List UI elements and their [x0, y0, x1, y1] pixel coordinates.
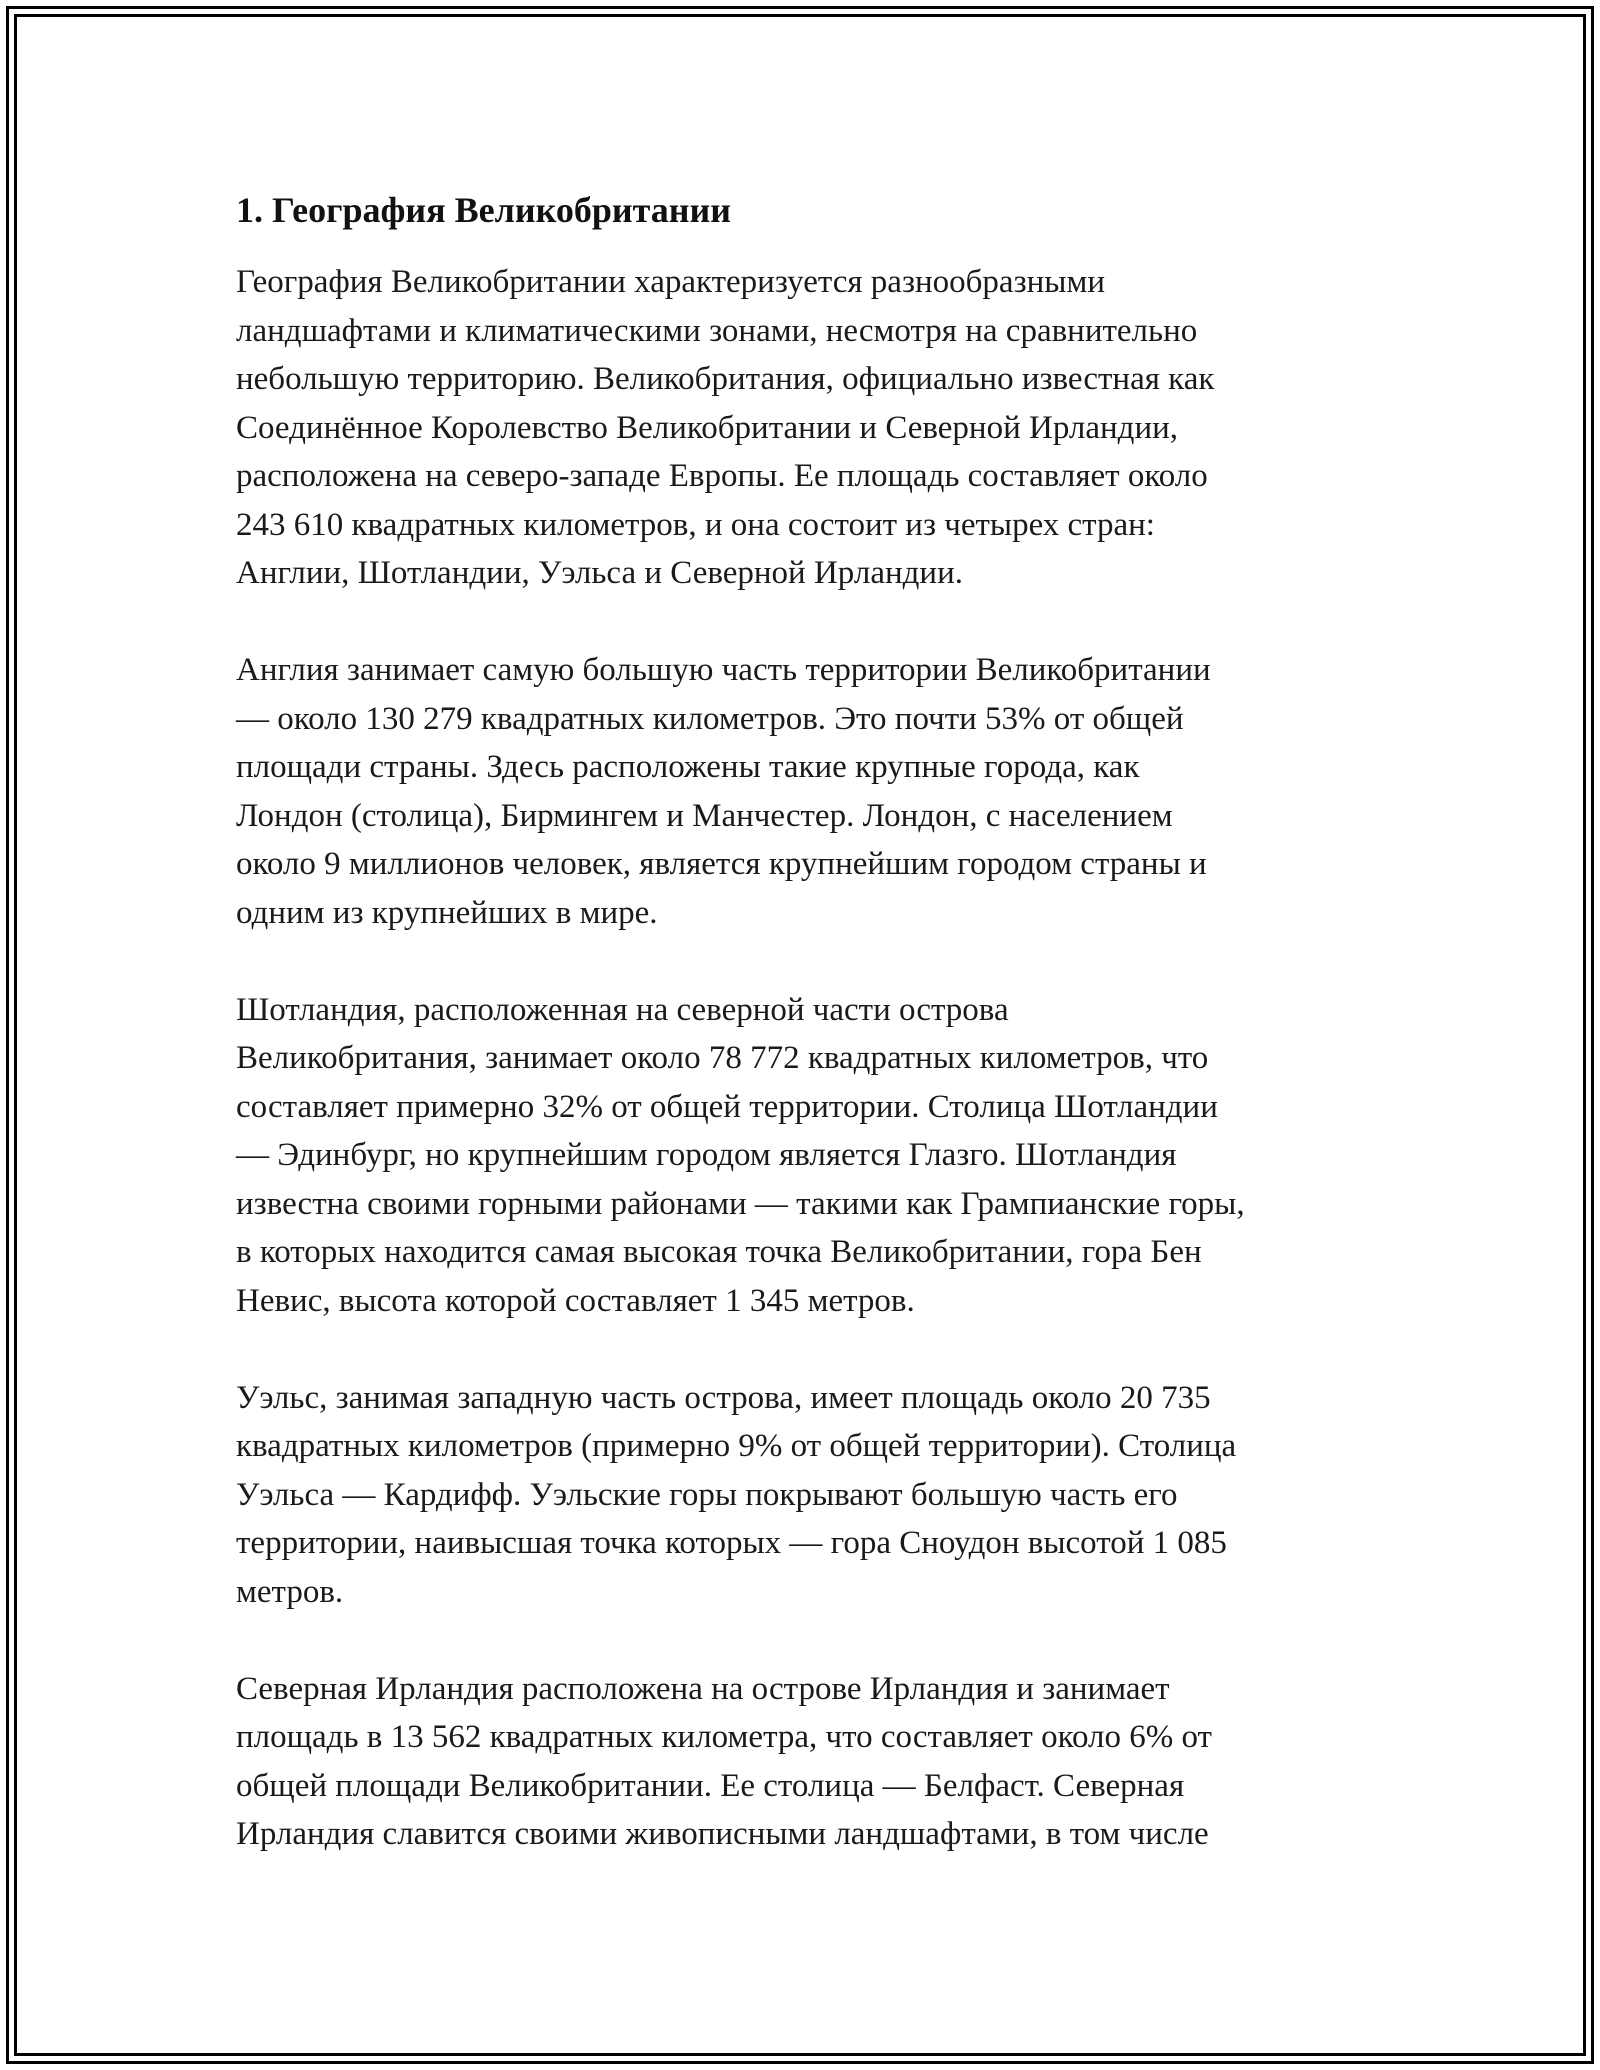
paragraph-line: площадь в 13 562 квадратных километра, что составляет около 6% от: [236, 1719, 1212, 1755]
paragraph-line: Англии, Шотландии, Уэльса и Северной Ирландии.: [236, 555, 963, 591]
paragraph-line: около 9 миллионов человек, является крупнейшим городом страны и: [236, 846, 1207, 882]
paragraph-line: — около 130 279 квадратных километров. Это почти 53% от общей: [236, 700, 1184, 737]
paragraph-line: Соединённое Королевство Великобритании и Северной Ирландии,: [236, 409, 1179, 446]
paragraph-line: ландшафтами и климатическими зонами, несмотря на сравнительно: [236, 312, 1198, 349]
paragraph: [236, 1374, 1366, 1617]
paragraph-line: Уэльс, занимая западную часть острова, имеет площадь около 20 735: [236, 1379, 1211, 1416]
paragraph-line: известна своими горными районами — такими как Грампианские горы,: [236, 1185, 1245, 1222]
paragraph-line: География Великобритании характеризуется разнообразными: [236, 264, 1105, 300]
paragraph-line: метров.: [236, 1573, 344, 1610]
paragraph-line: площади страны. Здесь расположены такие крупные города, как: [236, 749, 1140, 785]
paragraph-line: небольшую территорию. Великобритания, официально известная как: [236, 361, 1215, 397]
paragraph: [236, 646, 1366, 937]
document-body: [236, 186, 1366, 1859]
paragraph-line: Шотландия, расположенная на северной части острова: [236, 991, 1009, 1028]
section-heading: 1. География Великобритании: [236, 190, 731, 230]
paragraph-line: квадратных километров (примерно 9% от общей территории). Столица: [236, 1428, 1237, 1464]
paragraph-line: 243 610 квадратных километров, и она состоит из четырех стран:: [236, 506, 1155, 543]
paragraph: [236, 258, 1366, 598]
paragraph-line: Великобритания, занимает около 78 772 квадратных километров, что: [236, 1040, 1209, 1076]
paragraph-line: Лондон (столица), Бирмингем и Манчестер. Лондон, с населением: [236, 797, 1173, 834]
paragraph: [236, 986, 1366, 1326]
paragraph-line: территории, наивысшая точка которых — гора Сноудон высотой 1 085: [236, 1525, 1227, 1561]
paragraph-line: Невис, высота которой составляет 1 345 метров.: [236, 1282, 915, 1319]
paragraph-line: Северная Ирландия расположена на острове Ирландия и занимает: [236, 1670, 1170, 1707]
paragraph: [236, 1665, 1366, 1859]
paragraph-line: Уэльса — Кардифф. Уэльские горы покрывают большую часть его: [236, 1476, 1178, 1513]
paragraph-line: Англия занимает самую большую часть территории Великобритании: [236, 652, 1211, 688]
paragraph-line: в которых находится самая высокая точка Великобритании, гора Бен: [236, 1234, 1202, 1270]
paragraph-line: составляет примерно 32% от общей территории. Столица Шотландии: [236, 1088, 1218, 1125]
paragraph-line: Ирландия славится своими живописными ландшафтами, в том числе: [236, 1816, 1209, 1852]
paragraph-list: [236, 258, 1366, 1859]
paragraph-line: — Эдинбург, но крупнейшим городом является Глазго. Шотландия: [236, 1137, 1177, 1173]
paragraph-line: расположена на северо-западе Европы. Ее площадь составляет около: [236, 458, 1208, 494]
paragraph-line: одним из крупнейших в мире.: [236, 894, 658, 931]
paragraph-line: общей площади Великобритании. Ее столица — Белфаст. Северная: [236, 1767, 1185, 1804]
